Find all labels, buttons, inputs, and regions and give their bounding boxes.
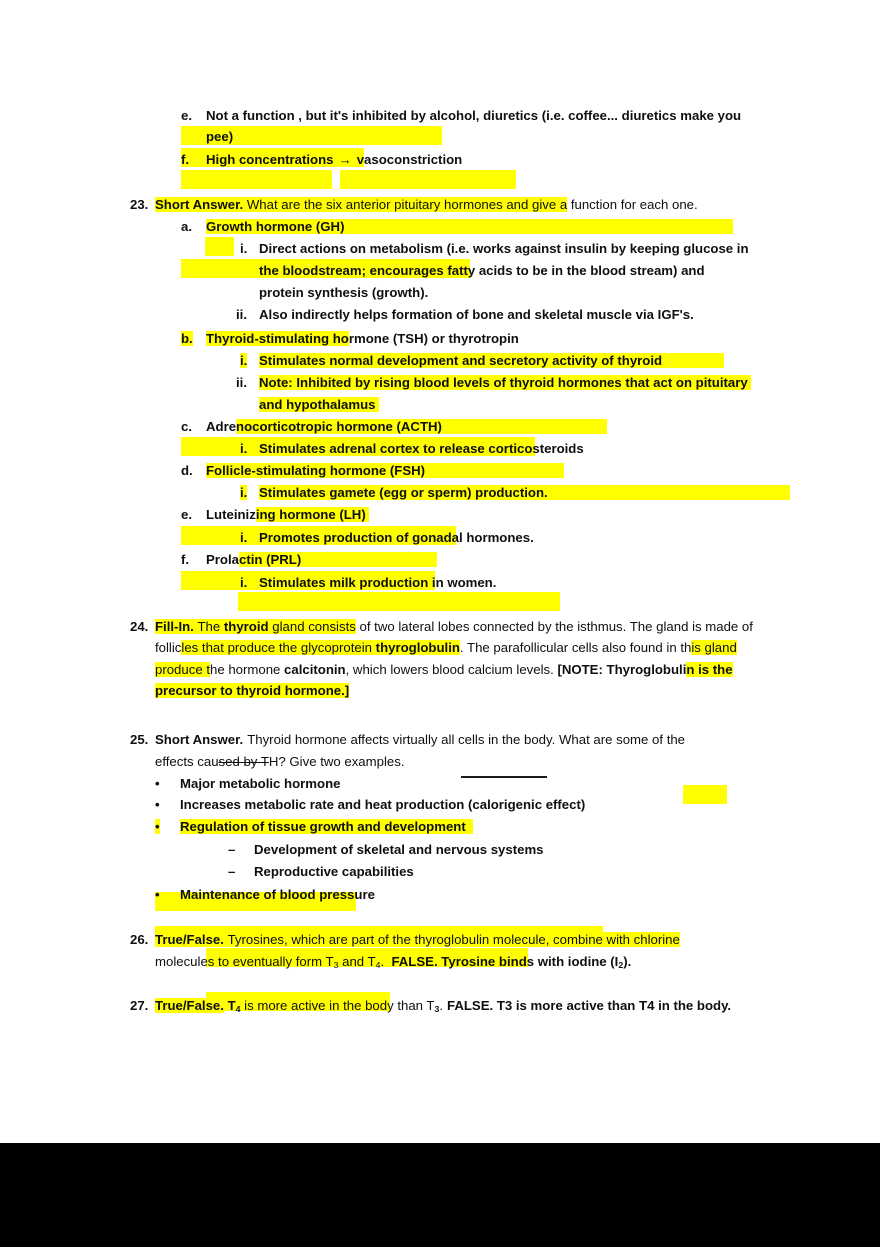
question-number-23: 23.	[130, 197, 149, 212]
item-e-line-1: Not a function , but it's inhibited by alcohol, diuretics (i.e. coffee... diuretics make you	[206, 108, 742, 123]
item-23a-i-line-3: protein synthesis (growth).	[259, 285, 429, 300]
list-marker-23a-ii: ii.	[236, 307, 247, 322]
q27-seg-b: is more active in the body than T	[240, 998, 435, 1013]
q25-subbullet-2: Reproductive capabilities	[254, 864, 414, 879]
question-number-27: 27.	[130, 998, 149, 1013]
item-23d-i-text: Stimulates gamete (egg or sperm) production.	[259, 485, 548, 500]
q25-subbullet-1: Development of skeletal and nervous systems	[254, 842, 544, 857]
highlight-block	[238, 592, 560, 611]
item-f-text	[206, 149, 462, 170]
list-marker-23e: e.	[181, 507, 192, 522]
list-marker-23f: f.	[181, 552, 190, 567]
list-marker-23b-i	[240, 350, 247, 371]
list-marker-23b-text: b.	[181, 331, 193, 346]
list-marker-23e-i	[240, 527, 247, 548]
list-marker-23d-i	[240, 482, 247, 503]
q27-sub-4: 4	[235, 1003, 241, 1014]
q25-body-1: Thyroid hormone affects virtually all cells in the body. What are some of the	[247, 732, 686, 747]
bullet-marker-3-glyph: •	[155, 819, 160, 834]
item-23c-text: Adrenocorticotropic hormone (ACTH)	[206, 419, 607, 434]
item-f-before-arrow: High concentrations	[206, 152, 334, 167]
item-23d-text: Follicle-stimulating hormone (FSH)	[206, 463, 565, 478]
item-23d-i-line-1	[259, 482, 790, 503]
bullet-marker-2: •	[155, 797, 160, 812]
list-marker-23f-i-text: i.	[240, 575, 248, 590]
item-f-after-arrow: vasoconstriction	[356, 152, 463, 167]
question-number-24: 24.	[130, 619, 149, 634]
q27-seg-c: .	[439, 998, 444, 1013]
q26-line-2b: and T	[338, 954, 376, 969]
q26-line-2a: molecules to eventually form T	[155, 954, 334, 969]
q27-answer: FALSE. T3 is more active than T4 in the body.	[447, 998, 732, 1013]
bullet-marker-4: •	[155, 887, 160, 902]
q25-bullet-1: Major metabolic hormone	[180, 776, 341, 791]
q26-sub-4: 4	[375, 959, 381, 970]
right-arrow-icon: →	[338, 152, 352, 167]
q26-label: True/False.	[155, 932, 224, 947]
item-23e-i-line-1: Promotes production of gonadal hormones.	[259, 530, 534, 545]
q27-seg-a: T	[227, 998, 236, 1013]
q27-label	[155, 998, 224, 1013]
q23-label: Short Answer.	[155, 197, 244, 212]
item-23b-ii-line-2	[259, 394, 379, 415]
list-marker-23a: a.	[181, 219, 192, 234]
list-marker-23b-i-text: i.	[240, 353, 248, 368]
list-marker-23e-i-text: i.	[240, 530, 248, 545]
q25-body-2b: H? Give two examples.	[268, 754, 405, 769]
q25-bullet-3	[180, 816, 473, 837]
item-23a-ii-line-1: Also indirectly helps formation of bone and skeletal muscle via IGF's.	[259, 307, 694, 322]
q26-answer-a: FALSE. Tyrosine binds with iodine (I	[391, 954, 619, 969]
q26-answer-b: ).	[623, 954, 632, 969]
bullet-marker-3	[155, 816, 160, 837]
list-marker-23f-i	[240, 572, 247, 593]
item-23e-text: Luteinizing hormone (LH)	[206, 507, 370, 522]
q27-sub-3: 3	[434, 1003, 440, 1014]
bullet-marker-1: •	[155, 776, 160, 791]
q26-line-2	[155, 951, 631, 976]
q25-body-2a: effects cau	[155, 754, 219, 769]
q26-line-1-text: Tyrosines, which are part of the thyroglobulin molecule, combine with chlorine	[227, 932, 680, 947]
item-23b-i-line-1	[259, 350, 724, 371]
q25-bullet-4: Maintenance of blood pressure	[180, 887, 375, 902]
item-e-line-2: pee)	[206, 129, 234, 144]
item-23f-text: Prolactin (PRL)	[206, 552, 437, 567]
item-23b-ii-line-1	[259, 372, 751, 393]
list-marker-23d: d.	[181, 463, 193, 478]
q25-bullet-3-text: Regulation of tissue growth and development	[180, 819, 466, 834]
item-23a-i-line-1: Direct actions on metabolism (i.e. works against insulin by keeping glucose in	[259, 241, 749, 256]
q25-heading-line-2	[155, 751, 404, 772]
handwritten-underline	[461, 776, 547, 778]
item-23a-text	[206, 216, 733, 237]
q25-heading-line-1	[155, 729, 685, 750]
item-23a-i-line-2: the bloodstream; encourages fatty acids to be in the blood stream) and	[259, 263, 705, 278]
q24-label: Fill-In.	[155, 619, 194, 634]
list-marker-23c-i	[240, 438, 247, 459]
q27-line-1	[155, 995, 731, 1020]
dash-marker-2: –	[228, 864, 236, 879]
list-marker-23c-i-text: i.	[240, 441, 248, 456]
q26-line-1	[155, 929, 680, 950]
item-23b-text: Thyroid-stimulating hormone (TSH) or thyrotropin	[206, 331, 519, 346]
q27-label-text: True/False.	[155, 998, 224, 1013]
item-23c-i-line-1: Stimulates adrenal cortex to release corticosteroids	[259, 441, 584, 456]
item-23a-label: Growth hormone (GH)	[206, 219, 345, 234]
item-23b-ii-text-1: Note: Inhibited by rising blood levels of thyroid hormones that act on pituitary	[259, 375, 748, 390]
q25-struck-text: sed by T	[218, 754, 269, 769]
item-23b-ii-text-2: and hypothalamus	[259, 397, 376, 412]
list-marker-e: e.	[181, 108, 192, 123]
question-number-26: 26.	[130, 932, 149, 947]
list-marker-23b-ii: ii.	[236, 375, 247, 390]
list-marker-23c: c.	[181, 419, 192, 434]
q26-answer-sub: 2	[618, 959, 624, 970]
q25-bullet-2: Increases metabolic rate and heat production (calorigenic effect)	[180, 797, 586, 812]
q25-label: Short Answer.	[155, 732, 244, 747]
question-number-25: 25.	[130, 732, 149, 747]
q23-heading	[155, 194, 698, 215]
item-23f-i-line-1: Stimulates milk production in women.	[259, 575, 497, 590]
highlight-block	[340, 170, 516, 189]
highlight-block	[181, 170, 332, 189]
highlight-block	[205, 237, 234, 256]
list-marker-23d-i-text: i.	[240, 485, 248, 500]
q26-sub-3: 3	[333, 959, 339, 970]
bottom-black-band	[0, 1143, 880, 1247]
q23-body: What are the six anterior pituitary hormones and give a function for each one.	[246, 197, 698, 212]
list-marker-23a-i: i.	[240, 241, 248, 256]
highlight-block	[683, 785, 727, 804]
item-23b-i-text: Stimulates normal development and secretory activity of thyroid	[259, 353, 663, 368]
q24-paragraph: Fill-In. The thyroid gland consists of two lateral lobes connected by the isthmus. The gland is made of follicles that produce the glycoprotein thyroglobulin. The parafollicular cells also found in this gland produce the hormone calcitonin, which lowers blood calcium levels. [NOTE: Thyroglobulin is the precursor to thyroid hormone.]	[155, 619, 753, 699]
list-marker-f: f.	[181, 152, 190, 167]
q26-line-2c: .	[380, 954, 385, 969]
dash-marker-1: –	[228, 842, 236, 857]
list-marker-23b	[181, 328, 193, 349]
